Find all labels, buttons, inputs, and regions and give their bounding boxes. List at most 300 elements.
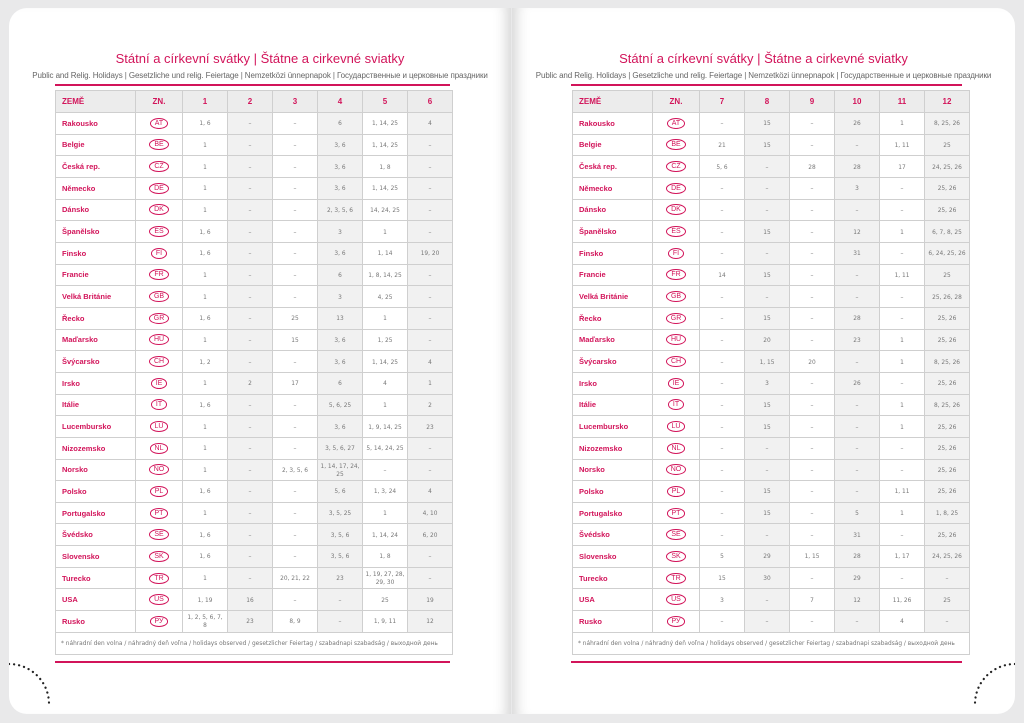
- holiday-cell: –: [273, 524, 318, 546]
- country-name: Maďarsko: [573, 329, 653, 351]
- country-code-cell: [653, 481, 700, 503]
- holiday-cell: 23: [408, 416, 453, 438]
- holiday-cell: 3, 6: [318, 351, 363, 373]
- holiday-cell: 1, 14, 17, 24, 25: [318, 459, 363, 481]
- country-code-badge: NO: [666, 464, 687, 475]
- country-name: Nizozemsko: [573, 437, 653, 459]
- holiday-cell: 1: [880, 329, 925, 351]
- holiday-cell: –: [880, 199, 925, 221]
- country-code-badge: CH: [149, 356, 169, 367]
- header-month: 5: [363, 91, 408, 113]
- holiday-cell: –: [835, 199, 880, 221]
- country-code-cell: [653, 372, 700, 394]
- holiday-cell: –: [880, 437, 925, 459]
- country-name: Itálie: [56, 394, 136, 416]
- holiday-cell: –: [273, 221, 318, 243]
- holiday-cell: 25, 26: [925, 481, 970, 503]
- holiday-cell: 3, 6: [318, 134, 363, 156]
- holiday-cell: –: [745, 242, 790, 264]
- holiday-cell: –: [880, 307, 925, 329]
- holiday-cell: –: [228, 113, 273, 135]
- holiday-cell: 1: [183, 437, 228, 459]
- holiday-cell: –: [745, 611, 790, 633]
- holiday-cell: –: [228, 416, 273, 438]
- holiday-cell: –: [790, 524, 835, 546]
- holiday-cell: 1, 3, 24: [363, 481, 408, 503]
- country-code-cell: [136, 199, 183, 221]
- holiday-cell: –: [790, 177, 835, 199]
- country-code-badge: FR: [149, 269, 168, 280]
- holiday-cell: –: [835, 481, 880, 503]
- country-name: Polsko: [56, 481, 136, 503]
- holiday-cell: –: [835, 134, 880, 156]
- holiday-cell: 4, 25: [363, 286, 408, 308]
- holiday-cell: 25, 26: [925, 329, 970, 351]
- country-name: Turecko: [56, 567, 136, 589]
- holiday-cell: –: [228, 481, 273, 503]
- holiday-cell: 1, 6: [183, 242, 228, 264]
- country-name: Lucembursko: [573, 416, 653, 438]
- country-name: Velká Británie: [56, 286, 136, 308]
- country-code-badge: GR: [666, 313, 687, 324]
- table-row: [56, 221, 453, 243]
- country-code-cell: [136, 177, 183, 199]
- holiday-cell: –: [228, 264, 273, 286]
- country-code-badge: TR: [666, 573, 685, 584]
- country-name: Švédsko: [573, 524, 653, 546]
- holiday-cell: –: [273, 437, 318, 459]
- country-name: Česká rep.: [573, 156, 653, 178]
- country-name: Španělsko: [573, 221, 653, 243]
- holiday-cell: 25: [273, 307, 318, 329]
- holiday-cell: –: [408, 156, 453, 178]
- holiday-cell: 1: [183, 567, 228, 589]
- table-row: [573, 372, 970, 394]
- holiday-cell: –: [228, 546, 273, 568]
- country-code-badge: LU: [150, 421, 169, 432]
- holiday-cell: 1: [183, 372, 228, 394]
- header-month: 8: [745, 91, 790, 113]
- country-name: Finsko: [56, 242, 136, 264]
- holiday-cell: –: [790, 221, 835, 243]
- country-name: Portugalsko: [56, 502, 136, 524]
- holiday-cell: 20: [745, 329, 790, 351]
- holiday-cell: 3, 5, 25: [318, 502, 363, 524]
- table-row: [573, 113, 970, 135]
- holiday-cell: –: [228, 437, 273, 459]
- holiday-cell: –: [790, 394, 835, 416]
- holiday-cell: 5: [835, 502, 880, 524]
- holiday-cell: 1, 25: [363, 329, 408, 351]
- header-month: 1: [183, 91, 228, 113]
- country-code-cell: [653, 459, 700, 481]
- holiday-cell: –: [790, 481, 835, 503]
- country-name: Nizozemsko: [56, 437, 136, 459]
- holiday-cell: 1: [363, 221, 408, 243]
- holiday-cell: –: [273, 113, 318, 135]
- table-row: [573, 156, 970, 178]
- country-code-cell: [136, 264, 183, 286]
- holiday-cell: –: [228, 286, 273, 308]
- holiday-cell: –: [273, 134, 318, 156]
- holiday-cell: 25, 26: [925, 372, 970, 394]
- holiday-cell: 1, 19: [183, 589, 228, 611]
- holiday-cell: 1: [408, 372, 453, 394]
- holiday-cell: 12: [835, 221, 880, 243]
- holiday-cell: 26: [835, 372, 880, 394]
- holiday-cell: –: [273, 264, 318, 286]
- country-code-cell: [653, 264, 700, 286]
- country-code-badge: IE: [668, 378, 685, 389]
- country-code-badge: NL: [667, 443, 686, 454]
- holiday-cell: –: [408, 286, 453, 308]
- table-row: [573, 589, 970, 611]
- country-code-cell: [653, 156, 700, 178]
- table-row: [573, 329, 970, 351]
- holiday-cell: 28: [835, 546, 880, 568]
- country-name: Švédsko: [56, 524, 136, 546]
- holiday-cell: 1, 17: [880, 546, 925, 568]
- table-row: [56, 546, 453, 568]
- page-subtitle: Public and Relig. Holidays | Gesetzliche und relig. Feiertage | Nemzetközi ünnepnapok | Государственные и церковные праздники: [32, 71, 488, 80]
- country-name: Francie: [573, 264, 653, 286]
- holiday-cell: 1, 9, 14, 25: [363, 416, 408, 438]
- holiday-cell: –: [700, 307, 745, 329]
- holiday-cell: 1: [183, 156, 228, 178]
- country-code-badge: PT: [667, 508, 686, 519]
- holidays-table-jan-jun: [55, 90, 453, 655]
- country-name: Maďarsko: [56, 329, 136, 351]
- table-row: [573, 221, 970, 243]
- holiday-cell: 3, 6: [318, 177, 363, 199]
- table-row: [573, 134, 970, 156]
- holiday-cell: –: [273, 177, 318, 199]
- country-code-cell: [653, 307, 700, 329]
- holiday-cell: –: [228, 221, 273, 243]
- holiday-cell: –: [273, 242, 318, 264]
- holiday-cell: 25, 26: [925, 177, 970, 199]
- holiday-cell: –: [700, 177, 745, 199]
- holiday-cell: –: [700, 524, 745, 546]
- country-name: Španělsko: [56, 221, 136, 243]
- holiday-cell: –: [880, 177, 925, 199]
- holiday-cell: –: [228, 307, 273, 329]
- holiday-cell: –: [273, 502, 318, 524]
- holiday-cell: 1: [183, 459, 228, 481]
- left-page: [9, 8, 511, 714]
- page-title: Státní a církevní svátky | Štátne a cirkevné sviatky: [619, 51, 908, 66]
- holiday-cell: 3, 6: [318, 242, 363, 264]
- country-code-badge: FI: [151, 248, 167, 259]
- holiday-cell: –: [835, 394, 880, 416]
- footnote-row: [573, 632, 970, 654]
- holiday-cell: 2: [228, 372, 273, 394]
- country-code-badge: NL: [150, 443, 169, 454]
- holiday-cell: 15: [745, 481, 790, 503]
- holiday-cell: 1: [183, 502, 228, 524]
- holiday-cell: 23: [228, 611, 273, 633]
- table-row: [573, 567, 970, 589]
- country-code-cell: [653, 416, 700, 438]
- holiday-cell: 1, 14, 25: [363, 351, 408, 373]
- holiday-cell: 2, 3, 5, 6: [318, 199, 363, 221]
- holiday-cell: 17: [273, 372, 318, 394]
- page-title: Státní a církevní svátky | Štátne a cirkevné sviatky: [115, 51, 405, 66]
- header-row: [56, 91, 453, 113]
- footnote: * náhradní den volna / náhradný deň voľna / holidays observed / gesetzlicher Feiertag / szabadnapi szabadság / выходной день: [573, 632, 970, 654]
- holiday-cell: 25, 26: [925, 416, 970, 438]
- table-row: [56, 351, 453, 373]
- holiday-cell: –: [790, 502, 835, 524]
- holiday-cell: –: [700, 437, 745, 459]
- header-country: ZEMĚ: [573, 91, 653, 113]
- holiday-cell: –: [790, 416, 835, 438]
- country-code-cell: [653, 351, 700, 373]
- holiday-cell: 5, 6: [318, 481, 363, 503]
- holiday-cell: 15: [745, 416, 790, 438]
- page-subtitle: Public and Relig. Holidays | Gesetzliche und relig. Feiertage | Nemzetközi ünnepnapok | Государственные и церковные праздники: [535, 71, 992, 80]
- holiday-cell: 19: [408, 589, 453, 611]
- country-code-badge: DE: [149, 183, 169, 194]
- holiday-cell: 12: [835, 589, 880, 611]
- holiday-cell: –: [790, 113, 835, 135]
- country-code-cell: [136, 307, 183, 329]
- country-code-cell: [653, 242, 700, 264]
- holiday-cell: 25: [925, 134, 970, 156]
- country-name: Švýcarsko: [56, 351, 136, 373]
- header-country: ZEMĚ: [56, 91, 136, 113]
- footnote-row: [56, 632, 453, 654]
- holiday-cell: –: [228, 177, 273, 199]
- holiday-cell: –: [408, 546, 453, 568]
- holiday-cell: 1, 8: [363, 546, 408, 568]
- country-code-cell: [136, 156, 183, 178]
- country-code-badge: PT: [150, 508, 169, 519]
- holiday-cell: 20, 21, 22: [273, 567, 318, 589]
- country-code-cell: [653, 394, 700, 416]
- country-name: Velká Británie: [573, 286, 653, 308]
- table-row: [573, 394, 970, 416]
- holiday-cell: 31: [835, 242, 880, 264]
- holiday-cell: –: [790, 329, 835, 351]
- table-row: [573, 242, 970, 264]
- header-code: ZN.: [136, 91, 183, 113]
- holiday-cell: 15: [745, 307, 790, 329]
- holiday-cell: –: [835, 611, 880, 633]
- holiday-cell: 1, 15: [745, 351, 790, 373]
- holiday-cell: 25: [363, 589, 408, 611]
- holiday-cell: 13: [318, 307, 363, 329]
- holiday-cell: 1, 8: [363, 156, 408, 178]
- country-code-cell: [653, 524, 700, 546]
- holiday-cell: 1, 11: [880, 264, 925, 286]
- country-name: Slovensko: [573, 546, 653, 568]
- holiday-cell: 6: [318, 113, 363, 135]
- holiday-cell: 1: [880, 394, 925, 416]
- holiday-cell: –: [745, 524, 790, 546]
- country-code-cell: [136, 351, 183, 373]
- holiday-cell: –: [700, 113, 745, 135]
- country-code-cell: [653, 199, 700, 221]
- country-code-cell: [136, 242, 183, 264]
- table-row: [56, 394, 453, 416]
- holiday-cell: 8, 25, 26: [925, 351, 970, 373]
- holiday-cell: 1, 8, 25: [925, 502, 970, 524]
- country-name: Belgie: [56, 134, 136, 156]
- holiday-cell: –: [408, 177, 453, 199]
- country-code-cell: [136, 502, 183, 524]
- holiday-cell: –: [408, 199, 453, 221]
- table-row: [573, 502, 970, 524]
- holiday-cell: 6, 7, 8, 25: [925, 221, 970, 243]
- right-page: [512, 8, 1015, 714]
- holiday-cell: –: [745, 589, 790, 611]
- holiday-cell: 4: [408, 351, 453, 373]
- table-row: [56, 156, 453, 178]
- holiday-cell: 1: [183, 199, 228, 221]
- country-name: Irsko: [56, 372, 136, 394]
- bottom-rule: [55, 661, 450, 663]
- holiday-cell: 1: [183, 264, 228, 286]
- holiday-cell: 21: [700, 134, 745, 156]
- holiday-cell: 3, 5, 6: [318, 524, 363, 546]
- holiday-cell: –: [835, 286, 880, 308]
- header-month: 4: [318, 91, 363, 113]
- holiday-cell: –: [700, 416, 745, 438]
- holiday-cell: 3, 6: [318, 416, 363, 438]
- country-name: Německo: [56, 177, 136, 199]
- holiday-cell: –: [273, 546, 318, 568]
- holiday-cell: 1, 6: [183, 221, 228, 243]
- holiday-cell: 1, 8, 14, 25: [363, 264, 408, 286]
- holiday-cell: –: [408, 264, 453, 286]
- holiday-cell: –: [228, 242, 273, 264]
- holiday-cell: 17: [880, 156, 925, 178]
- table-row: [573, 286, 970, 308]
- country-code-badge: РУ: [667, 616, 686, 627]
- holiday-cell: –: [228, 459, 273, 481]
- holiday-cell: –: [273, 156, 318, 178]
- holiday-cell: 3: [745, 372, 790, 394]
- title-rule: [55, 84, 450, 86]
- holiday-cell: –: [880, 242, 925, 264]
- holiday-cell: 1: [183, 416, 228, 438]
- holiday-cell: 15: [745, 113, 790, 135]
- holiday-cell: 1: [183, 177, 228, 199]
- holiday-cell: –: [408, 307, 453, 329]
- holiday-cell: 1, 2, 5, 6, 7, 8: [183, 611, 228, 633]
- country-code-cell: [136, 416, 183, 438]
- country-code-badge: SK: [149, 551, 168, 562]
- country-code-badge: CH: [666, 356, 686, 367]
- country-name: Francie: [56, 264, 136, 286]
- header-month: 12: [925, 91, 970, 113]
- holiday-cell: –: [835, 437, 880, 459]
- holiday-cell: 23: [318, 567, 363, 589]
- header-row: [573, 91, 970, 113]
- holidays-table-jul-dec: [572, 90, 970, 655]
- header-month: 11: [880, 91, 925, 113]
- holiday-cell: 4: [408, 481, 453, 503]
- holiday-cell: 11, 26: [880, 589, 925, 611]
- table-row: [573, 524, 970, 546]
- country-code-cell: [136, 589, 183, 611]
- holiday-cell: 1: [363, 502, 408, 524]
- holiday-cell: –: [880, 286, 925, 308]
- holiday-cell: 1, 19, 27, 28, 29, 30: [363, 567, 408, 589]
- holiday-cell: –: [273, 199, 318, 221]
- holiday-cell: 26: [835, 113, 880, 135]
- holiday-cell: 1: [880, 416, 925, 438]
- holiday-cell: 1: [880, 113, 925, 135]
- holiday-cell: 29: [835, 567, 880, 589]
- table-row: [56, 286, 453, 308]
- bottom-rule: [571, 661, 962, 663]
- holiday-cell: –: [273, 394, 318, 416]
- holiday-cell: –: [790, 242, 835, 264]
- country-code-cell: [653, 113, 700, 135]
- holiday-cell: 29: [745, 546, 790, 568]
- holiday-cell: –: [790, 307, 835, 329]
- country-name: Řecko: [56, 307, 136, 329]
- country-name: Irsko: [573, 372, 653, 394]
- country-code-badge: GB: [666, 291, 686, 302]
- holiday-cell: 1, 11: [880, 481, 925, 503]
- holiday-cell: –: [700, 221, 745, 243]
- country-code-badge: ES: [149, 226, 168, 237]
- holiday-cell: –: [700, 372, 745, 394]
- holiday-cell: 3: [318, 221, 363, 243]
- table-row: [56, 134, 453, 156]
- holiday-cell: 8, 25, 26: [925, 113, 970, 135]
- holiday-cell: 3: [700, 589, 745, 611]
- holiday-cell: 3: [318, 286, 363, 308]
- holiday-cell: 20: [790, 351, 835, 373]
- holiday-cell: 15: [273, 329, 318, 351]
- country-code-badge: US: [666, 594, 686, 605]
- country-code-cell: [653, 611, 700, 633]
- holiday-cell: 15: [745, 502, 790, 524]
- holiday-cell: –: [363, 459, 408, 481]
- holiday-cell: –: [273, 416, 318, 438]
- holiday-cell: –: [700, 394, 745, 416]
- holiday-cell: –: [835, 416, 880, 438]
- country-code-badge: SE: [666, 529, 685, 540]
- country-code-badge: HU: [666, 334, 686, 345]
- country-code-badge: BE: [666, 139, 685, 150]
- holiday-cell: 1, 6: [183, 524, 228, 546]
- country-code-cell: [136, 611, 183, 633]
- holiday-cell: 5, 6, 25: [318, 394, 363, 416]
- holiday-cell: 28: [790, 156, 835, 178]
- country-code-cell: [653, 134, 700, 156]
- holiday-cell: –: [790, 264, 835, 286]
- title-rule: [571, 84, 962, 86]
- holiday-cell: 1: [880, 351, 925, 373]
- country-name: Německo: [573, 177, 653, 199]
- holiday-cell: –: [408, 329, 453, 351]
- holiday-cell: –: [273, 481, 318, 503]
- country-code-badge: IE: [151, 378, 168, 389]
- table-row: [573, 459, 970, 481]
- country-name: Itálie: [573, 394, 653, 416]
- holiday-cell: –: [318, 589, 363, 611]
- holiday-cell: 1: [363, 394, 408, 416]
- country-code-cell: [136, 481, 183, 503]
- holiday-cell: –: [700, 502, 745, 524]
- holiday-cell: –: [790, 611, 835, 633]
- country-code-cell: [653, 437, 700, 459]
